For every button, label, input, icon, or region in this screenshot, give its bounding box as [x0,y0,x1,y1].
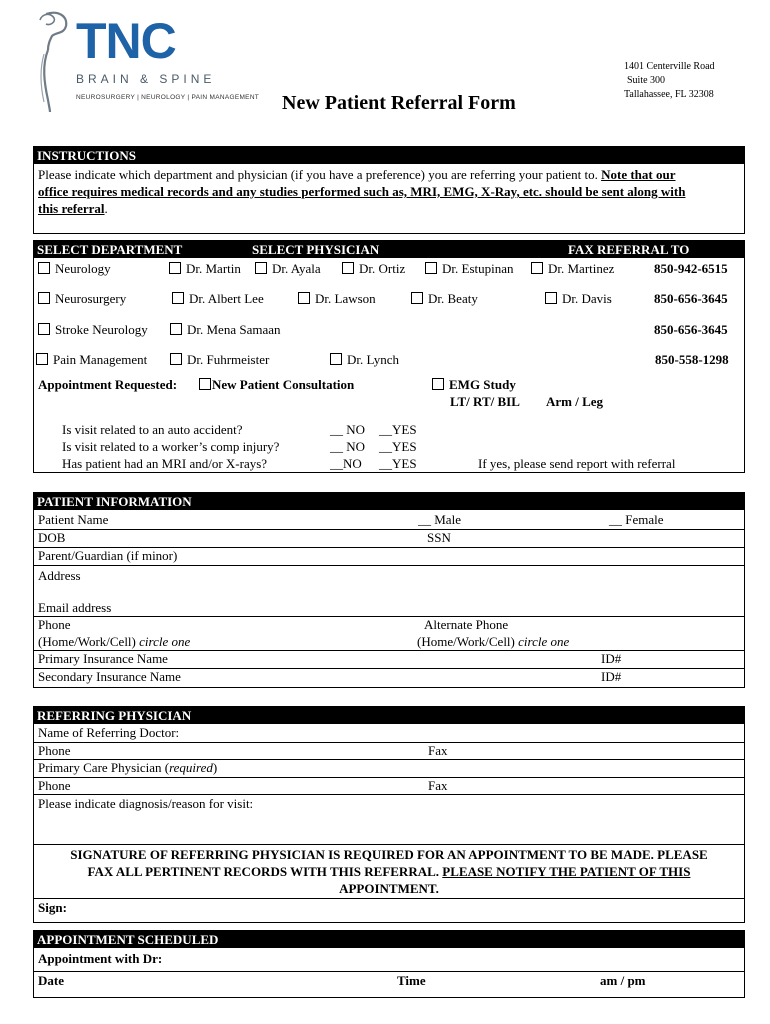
fax-stroke-neurology: 850-656-3645 [654,322,728,337]
question-auto-accident: Is visit related to an auto accident? [62,422,243,437]
select-physician-header: SELECT PHYSICIAN [252,242,380,257]
department-section [33,240,745,473]
referring-phone-label: Phone [38,743,71,758]
logo-subtitle: BRAIN & SPINE [76,72,216,86]
physician-label: Dr. Mena Samaan [187,322,281,337]
signature-notice [34,846,744,897]
physician-label: Dr. Davis [562,291,612,306]
ssn-label: SSN [427,530,451,545]
divider [34,616,744,617]
alternate-phone-type [417,634,569,650]
checkbox[interactable] [531,262,543,274]
instructions-note-end: . [104,201,108,216]
appointment-scheduled-section [33,930,745,998]
fax-neurology: 850-942-6515 [654,261,728,276]
referring-physician-header: REFERRING PHYSICIAN [34,707,744,724]
divider [34,742,744,743]
physician-ortiz[interactable] [342,261,405,277]
question-auto-no[interactable]: __ NO [330,422,366,437]
divider [34,971,744,972]
instructions-header: INSTRUCTIONS [34,147,744,164]
option-label: New Patient Consultation [212,377,355,392]
pcp-label [38,760,217,776]
signature-notice-line-3: APPOINTMENT. [339,881,439,896]
physician-lynch[interactable] [330,352,399,368]
question-comp-yes[interactable]: __YES [379,439,417,454]
physician-martin[interactable] [169,261,241,277]
male-option[interactable]: __ Male [418,512,461,527]
question-comp-no[interactable]: __ NO [330,439,366,454]
checkbox[interactable] [342,262,354,274]
dob-label: DOB [38,530,66,545]
physician-martinez[interactable] [531,261,614,277]
question-mri-xray: Has patient had an MRI and/or X-rays? [62,456,268,471]
option-label: EMG Study [449,377,516,392]
question-workers-comp: Is visit related to a worker’s comp injury? [62,439,280,454]
circle-one-note: circle one [139,634,191,649]
page-title: New Patient Referral Form [282,92,516,114]
notice-part: FAX ALL PERTINENT RECORDS WITH THIS REFERRAL. [87,864,443,879]
instructions-line-1: Please indicate which department and physician (if you have a preference) you are referring your patient to. [38,167,602,182]
date-label: Date [38,973,64,988]
physician-ayala[interactable] [255,261,321,277]
checkbox[interactable] [411,292,423,304]
patient-information-section [33,492,745,688]
required-note: required [169,760,213,775]
dept-neurology-checkbox[interactable] [38,262,50,274]
physician-label: Dr. Ortiz [359,261,406,276]
dept-neurology[interactable] [38,261,111,277]
question-mri-no[interactable]: __NO [330,456,362,471]
dept-label: Neurology [55,261,111,276]
fax-pain-management: 850-558-1298 [655,352,729,367]
question-mri-yes[interactable]: __YES [379,456,417,471]
appointment-with-label: Appointment with Dr: [38,951,163,966]
dept-neurosurgery[interactable] [38,291,126,307]
dept-label: Pain Management [53,352,148,367]
divider [34,844,744,845]
phone-type-label: (Home/Work/Cell) [38,634,140,649]
alternate-phone-label: Alternate Phone [424,617,509,632]
physician-label: Dr. Martinez [548,261,615,276]
phone-type-label: (Home/Work/Cell) [417,634,519,649]
email-label: Email address [38,600,112,615]
instructions-note-1: Note that our [601,167,676,182]
diagnosis-label: Please indicate diagnosis/reason for visit: [38,796,254,811]
physician-estupinan[interactable] [425,261,514,277]
select-department-header: SELECT DEPARTMENT [37,242,183,257]
physician-label: Dr. Lawson [315,291,376,306]
instructions-section [33,146,745,234]
notify-patient-note: PLEASE NOTIFY THE PATIENT OF THIS [442,864,691,879]
physician-label: Dr. Fuhrmeister [187,352,270,367]
divider [34,565,744,566]
divider [34,794,744,795]
pcp-end: ) [212,760,218,775]
address-line-1: 1401 Centerville Road [624,61,715,72]
sign-label: Sign: [38,900,67,915]
instructions-note-2: office requires medical records and any studies performed such as, MRI, EMG, X-Ray, etc. should be sent along with [38,184,686,199]
address-line-3: Tallahassee, FL 32308 [624,89,714,100]
physician-label: Dr. Albert Lee [189,291,264,306]
divider [34,529,744,530]
patient-phone-label: Phone [38,617,71,632]
dept-neurosurgery-checkbox[interactable] [38,292,50,304]
checkbox[interactable] [169,262,181,274]
primary-insurance-label: Primary Insurance Name [38,651,168,666]
circle-one-note: circle one [518,634,570,649]
pcp-phone-label: Phone [38,778,71,793]
logo-specialties: NEUROSURGERY | NEUROLOGY | PAIN MANAGEMENT [76,94,260,101]
secondary-insurance-id-label: ID# [601,669,622,684]
logo-wordmark: TNC [76,13,176,69]
checkbox[interactable] [425,262,437,274]
patient-name-label: Patient Name [38,512,109,527]
dept-stroke-checkbox[interactable] [38,323,50,335]
physician-beaty[interactable] [411,291,478,307]
physician-fuhrmeister[interactable] [170,352,269,368]
physician-albert-lee[interactable] [172,291,264,307]
referring-physician-section [33,706,745,923]
physician-lawson[interactable] [298,291,376,307]
physician-label: Dr. Martin [186,261,241,276]
physician-label: Dr. Estupinan [442,261,514,276]
physician-label: Dr. Ayala [272,261,321,276]
emg-limb-option: Arm / Leg [546,394,604,409]
checkbox[interactable] [172,292,184,304]
logo [36,10,260,115]
checkbox[interactable] [170,323,182,335]
appointment-scheduled-header: APPOINTMENT SCHEDULED [34,931,744,948]
patient-information-header: PATIENT INFORMATION [34,493,744,510]
pcp-fax-label: Fax [428,778,448,793]
physician-davis[interactable] [545,291,612,307]
instructions-note-3: this referral [38,201,105,216]
referring-doctor-label: Name of Referring Doctor: [38,725,180,740]
clinic-address [624,60,715,102]
checkbox[interactable] [255,262,267,274]
brain-spine-logo-icon [36,10,72,114]
referring-fax-label: Fax [428,743,448,758]
guardian-label: Parent/Guardian (if minor) [38,548,178,563]
patient-phone-type [38,634,190,650]
department-header-bar [34,241,744,258]
checkbox[interactable] [432,378,444,390]
divider [34,898,744,899]
checkbox[interactable] [170,353,182,365]
dept-pain-checkbox[interactable] [36,353,48,365]
dept-pain-management[interactable] [36,352,147,368]
address-line-2: Suite 300 [627,75,666,86]
checkbox[interactable] [330,353,342,365]
fax-neurosurgery: 850-656-3645 [654,291,728,306]
female-option[interactable]: __ Female [609,512,664,527]
physician-label: Dr. Lynch [347,352,399,367]
question-auto-yes[interactable]: __YES [379,422,417,437]
checkbox[interactable] [545,292,557,304]
physician-label: Dr. Beaty [428,291,478,306]
signature-notice-line-2 [34,863,744,880]
dept-label: Stroke Neurology [55,322,148,337]
checkbox[interactable] [298,292,310,304]
primary-insurance-id-label: ID# [601,651,622,666]
divider [34,777,744,778]
emg-side-option: LT/ RT/ BIL [450,394,520,409]
secondary-insurance-label: Secondary Insurance Name [38,669,181,684]
time-label: Time [397,973,426,988]
new-patient-consultation-option[interactable] [199,377,354,393]
questions-note: If yes, please send report with referral [478,456,676,471]
instructions-text [38,166,685,217]
emg-study-option[interactable] [432,377,516,393]
appointment-requested-label: Appointment Requested: [38,377,178,392]
checkbox[interactable] [199,378,211,390]
fax-referral-header: FAX REFERRAL TO [568,242,690,257]
dept-stroke-neurology[interactable] [38,322,148,338]
pcp-text: Primary Care Physician ( [38,760,170,775]
physician-mena-samaan[interactable] [170,322,281,338]
dept-label: Neurosurgery [55,291,127,306]
signature-notice-line-1: SIGNATURE OF REFERRING PHYSICIAN IS REQUIRED FOR AN APPOINTMENT TO BE MADE. PLEASE [70,847,708,862]
am-pm-label: am / pm [600,973,646,988]
address-label: Address [38,568,81,583]
